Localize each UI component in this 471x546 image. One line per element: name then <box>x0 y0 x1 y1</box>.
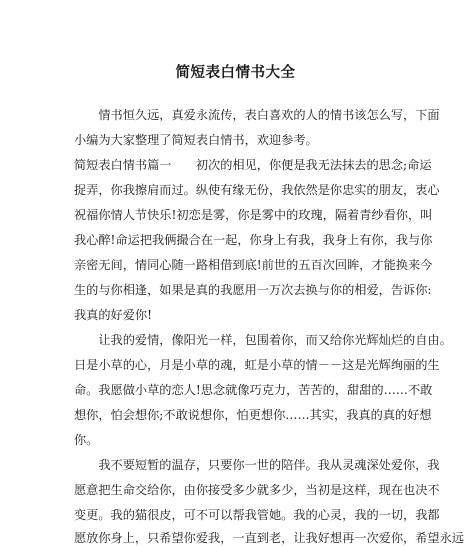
body-line: 命。我愿做小草的恋人!思念就像巧克力，苦苦的，甜甜的……不敢 <box>74 383 433 397</box>
body-line: 让我的爱情，像阳光一样，包围着你，而又给你光辉灿烂的自由。 <box>74 333 452 347</box>
body-line: 愿意把生命交给你，由你接受多少就多少，当初是这样，现在也决不 <box>74 483 440 497</box>
body-line: 日是小草的心，月是小草的魂，虹是小草的情－－这是光辉绚丽的生 <box>74 358 440 372</box>
body-line: 祝福你情人节快乐!初恋是雾，你是雾中的玫瑰，隔着青纱看你，叫 <box>74 208 433 222</box>
body-line: 生的与你相逢，如果是真的我愿用一万次去换与你的相爱，告诉你: <box>74 283 432 297</box>
body-line: 变更。我的猫很皮，可不可以帮我管她。我的心灵，我的一切，我都 <box>74 508 440 522</box>
body-line: 我心醉!命运把我俩撮合在一起，你身上有我，我身上有你，我与你 <box>74 233 433 247</box>
body-line: 亲密无间，情同心随一路相借到底!前世的五百次回眸，才能换来今 <box>74 258 433 272</box>
body-line: 简短表白情书篇一 初次的相见，你便是我无法抹去的思念;命运 <box>74 158 432 172</box>
body-line: 捉弄，你我擦肩而过。纵使有缘无份，我依然是你忠实的朋友，衷心 <box>74 183 440 197</box>
body-line: 我不要短暂的温存，只要你一世的陪伴。我从灵魂深处爱你，我 <box>74 458 440 472</box>
document-title: 简短表白情书大全 <box>175 65 296 81</box>
body-line: 你。 <box>74 433 99 447</box>
body-line: 小编为大家整理了简短表白情书，欢迎参考。 <box>74 133 318 147</box>
body-line: 情书恒久远，真爱永流传，表白喜欢的人的情书该怎么写，下面 <box>74 108 440 122</box>
body-line: 我真的好爱你! <box>74 308 153 322</box>
body-line: 想你，怕会想你;不敢说想你，怕更想你……其实，我真的真的好想 <box>74 408 432 422</box>
body-line: 愿放你身上，只希望你爱我，一直到老，让我好想再一次爱你，希望永远 <box>74 531 464 545</box>
